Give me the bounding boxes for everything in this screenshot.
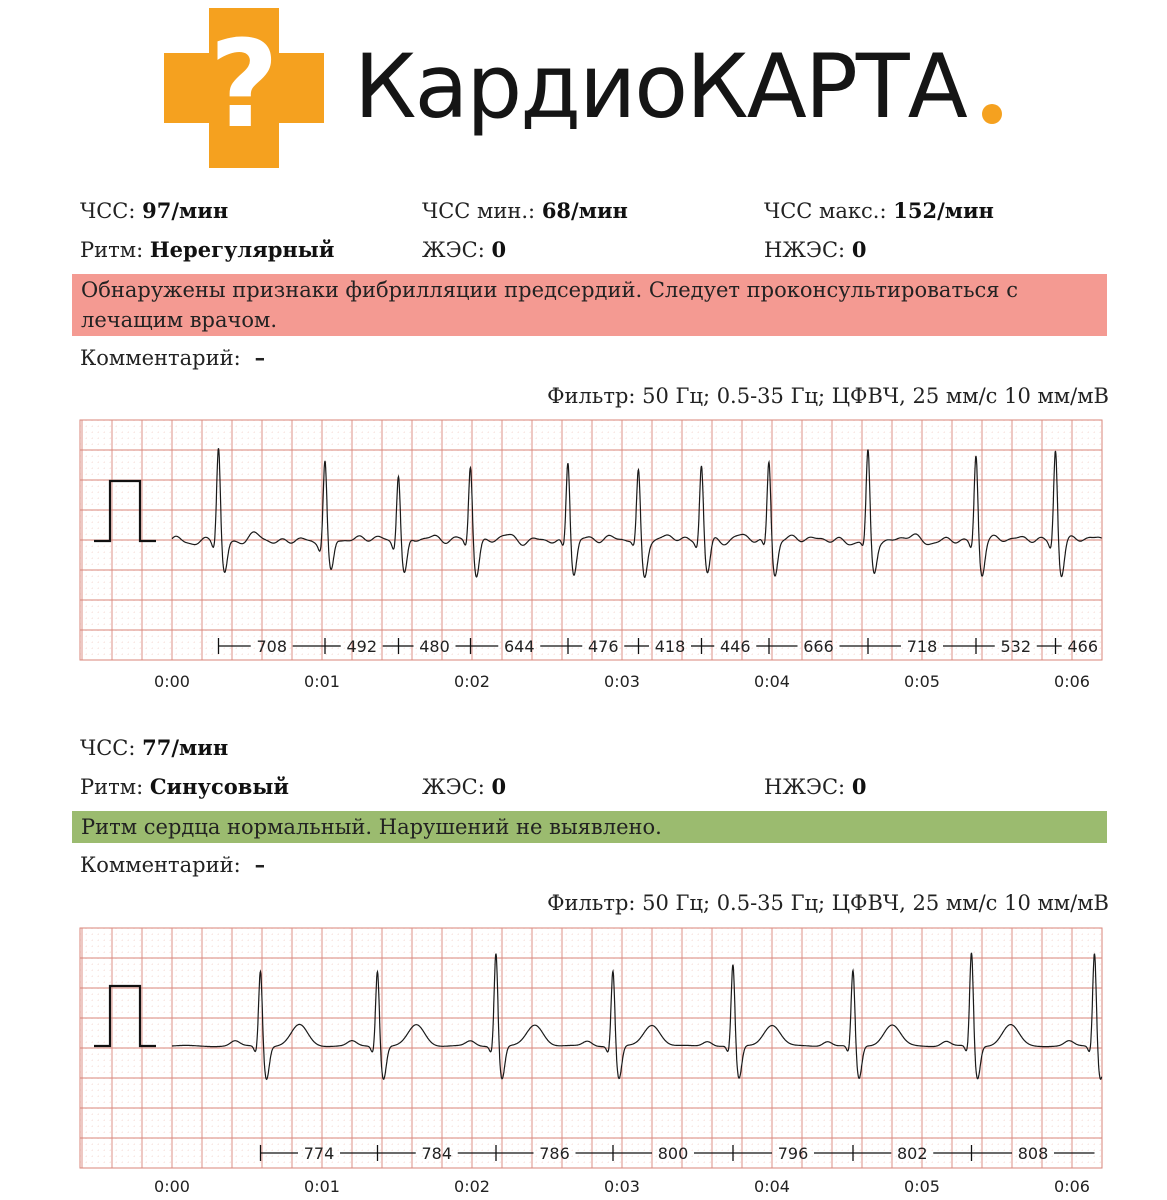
logo-question-mark: ? <box>209 16 279 155</box>
pvc-stat-2 <box>422 774 506 799</box>
rr-label: 784 <box>421 1144 453 1163</box>
hr-min-stat-1 <box>422 198 628 223</box>
comment-2 <box>80 852 265 877</box>
x-tick-label: 0:06 <box>1054 672 1090 691</box>
rr-label: 786 <box>539 1144 570 1163</box>
rhythm-value: Нерегулярный <box>149 237 335 262</box>
rr-label: 708 <box>256 637 288 656</box>
x-axis <box>154 672 1090 691</box>
comment-value: – <box>254 345 266 370</box>
ecg-chart-1 <box>0 410 1167 700</box>
rr-label: 532 <box>1000 637 1032 656</box>
hr-min-value: 68/мин <box>541 198 628 223</box>
logo <box>164 8 1014 168</box>
svc-value: 0 <box>851 237 867 262</box>
rr-label: 774 <box>303 1144 335 1163</box>
rhythm-stat-1 <box>80 237 334 262</box>
svc-label: НЖЭС: <box>764 238 846 262</box>
pvc-label: ЖЭС: <box>422 775 485 799</box>
x-tick-label: 0:01 <box>304 672 340 691</box>
pvc-stat-1 <box>422 237 506 262</box>
rr-label: 666 <box>803 637 834 656</box>
rr-label: 802 <box>896 1144 928 1163</box>
comment-label: Комментарий: <box>80 853 241 877</box>
hr-min-label: ЧСС мин.: <box>422 199 536 223</box>
rr-label: 644 <box>503 637 535 656</box>
hr-label: ЧСС: <box>80 736 136 760</box>
pvc-label: ЖЭС: <box>422 238 485 262</box>
ecg-chart-2 <box>0 915 1167 1200</box>
pvc-value: 0 <box>491 774 507 799</box>
rr-label: 446 <box>719 637 751 656</box>
hr-max-value: 152/мин <box>893 198 994 223</box>
rr-label: 796 <box>777 1144 809 1163</box>
hr-stat-2 <box>80 735 228 760</box>
x-tick-label: 0:01 <box>304 1177 340 1196</box>
x-tick-label: 0:02 <box>454 1177 490 1196</box>
rr-label: 466 <box>1067 637 1099 656</box>
rr-intervals <box>261 1144 1095 1163</box>
rhythm-stat-2 <box>80 774 289 799</box>
x-tick-label: 0:03 <box>604 672 640 691</box>
rr-label: 718 <box>906 637 938 656</box>
alert-banner-normal: Ритм сердца нормальный. Нарушений не выявлено. <box>72 811 1107 843</box>
comment-label: Комментарий: <box>80 346 241 370</box>
rr-intervals <box>219 637 1099 656</box>
hr-stat-1 <box>80 198 228 223</box>
filter-info-1: Фильтр: 50 Гц; 0.5-35 Гц; ЦФВЧ, 25 мм/с 10 мм/мВ <box>547 384 1109 408</box>
x-tick-label: 0:06 <box>1054 1177 1090 1196</box>
x-tick-label: 0:02 <box>454 672 490 691</box>
hr-max-label: ЧСС макс.: <box>764 199 887 223</box>
rr-label: 492 <box>346 637 378 656</box>
ecg-grid <box>80 928 1102 1168</box>
x-axis <box>154 1177 1090 1196</box>
calibration-pulse <box>94 481 156 541</box>
logo-text: КардиоКАРТА <box>354 35 966 138</box>
hr-value: 97/мин <box>142 198 229 223</box>
svc-stat-1 <box>764 237 866 262</box>
rhythm-value: Синусовый <box>149 774 289 799</box>
x-tick-label: 0:05 <box>904 672 940 691</box>
hr-label: ЧСС: <box>80 199 136 223</box>
x-tick-label: 0:00 <box>154 1177 190 1196</box>
alert-banner-afib: Обнаружены признаки фибрилляции предсердий. Следует проконсультироваться с лечащим врачом. <box>72 274 1107 336</box>
rr-label: 480 <box>419 637 450 656</box>
comment-1 <box>80 345 265 370</box>
rr-label: 800 <box>657 1144 689 1163</box>
x-tick-label: 0:05 <box>904 1177 940 1196</box>
rhythm-label: Ритм: <box>80 775 144 799</box>
svc-value: 0 <box>851 774 867 799</box>
rr-label: 476 <box>587 637 619 656</box>
hr-max-stat-1 <box>764 198 994 223</box>
rr-label: 418 <box>654 637 686 656</box>
x-tick-label: 0:00 <box>154 672 190 691</box>
logo-cross-icon <box>164 8 324 168</box>
x-tick-label: 0:04 <box>754 1177 790 1196</box>
svc-label: НЖЭС: <box>764 775 846 799</box>
filter-info-2: Фильтр: 50 Гц; 0.5-35 Гц; ЦФВЧ, 25 мм/с 10 мм/мВ <box>547 891 1109 915</box>
x-tick-label: 0:04 <box>754 672 790 691</box>
rr-label: 808 <box>1017 1144 1049 1163</box>
logo-dot <box>982 104 1002 124</box>
pvc-value: 0 <box>491 237 507 262</box>
x-tick-label: 0:03 <box>604 1177 640 1196</box>
comment-value: – <box>254 852 266 877</box>
rhythm-label: Ритм: <box>80 238 144 262</box>
hr-value: 77/мин <box>142 735 229 760</box>
calibration-pulse <box>94 986 156 1046</box>
ecg-grid <box>80 420 1102 660</box>
svc-stat-2 <box>764 774 866 799</box>
